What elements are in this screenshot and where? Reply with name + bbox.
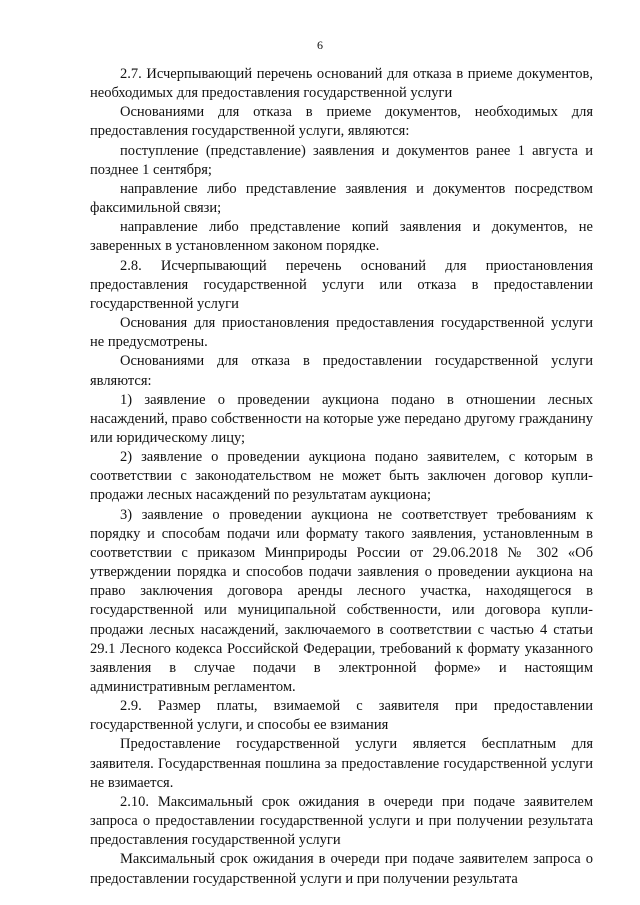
- list-item: 3) заявление о проведении аукциона не соответствует требованиям к порядку и способам подачи или формату такого заявления, установленным в соответствии с приказом Минприроды России от 29.06.2018 № 302 «Об утверждении порядка и способов подачи заявления о проведении аукциона на право заключения договора аренды лесного участка, находящегося в государственной или муниципальной собственности, или договора купли-продажи лесных насаждений, заключаемого в соответствии с частью 4 статьи 29.1 Лесного кодекса Российской Федерации, требований к формату указанного заявления в случае подачи в электронной форме» и настоящим административным регламентом.: [90, 506, 593, 695]
- list-item: 1) заявление о проведении аукциона подано в отношении лесных насаждений, право собственности на которые уже передано другому гражданину или юридическому лицу;: [90, 391, 593, 446]
- paragraph: Основания для приостановления предоставления государственной услуги не предусмотрены.: [90, 315, 593, 351]
- list-item: направление либо представление заявления и документов посредством факсимильной связи;: [90, 180, 593, 217]
- section-heading-2-10: 2.10. Максимальный срок ожидания в очереди при подаче заявителем запроса о предоставлении государственной услуги и при получении результата предоставления государственной услуги: [90, 793, 593, 849]
- section-heading-2-9: 2.9. Размер платы, взимаемой с заявителя при предоставлении государственной услуги, и способы ее взимания: [90, 698, 593, 734]
- paragraph: Основаниями для отказа в предоставлении государственной услуги являются:: [90, 353, 593, 389]
- section-heading-2-8: 2.8. Исчерпывающий перечень оснований для приостановления предоставления государственной услуги или отказа в предоставлении государственной услуги: [90, 257, 593, 312]
- document-body: [90, 65, 593, 889]
- list-item: 2) заявление о проведении аукциона подано заявителем, с которым в соответствии с законодательством не может быть заключен договор купли-продажи лесных насаждений по результатам аукциона;: [90, 449, 593, 504]
- paragraph: Максимальный срок ожидания в очереди при подаче заявителем запроса о предоставлении государственной услуги и при получении результата: [90, 851, 593, 887]
- paragraph: Основаниями для отказа в приеме документов, необходимых для предоставления государственной услуги, являются:: [90, 104, 593, 140]
- page-number: 6: [317, 38, 323, 52]
- list-item: направление либо представление копий заявления и документов, не заверенных в установленном законом порядке.: [90, 219, 593, 255]
- list-item: поступление (представление) заявления и документов ранее 1 августа и позднее 1 сентября;: [90, 142, 593, 178]
- section-heading-2-7: 2.7. Исчерпывающий перечень оснований для отказа в приеме документов, необходимых для предоставления государственной услуги: [90, 66, 593, 102]
- paragraph: Предоставление государственной услуги является бесплатным для заявителя. Государственная пошлина за предоставление государственной услуги не взимается.: [90, 736, 593, 791]
